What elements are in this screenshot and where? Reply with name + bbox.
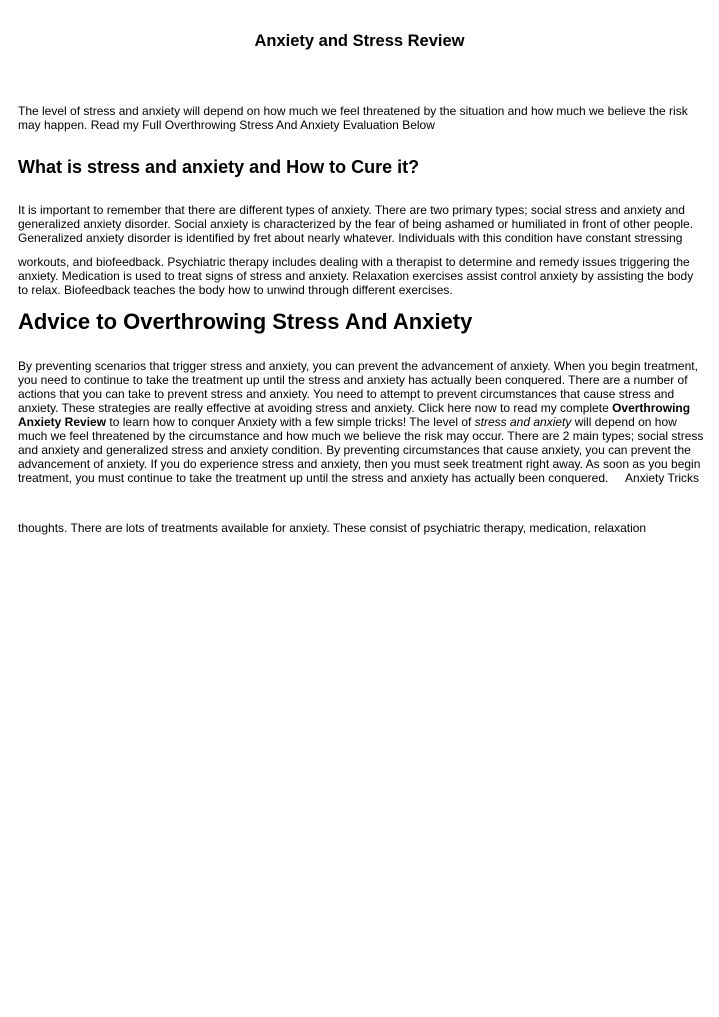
section1-paragraph-1: It is important to remember that there are different types of anxiety. There are two primary types; social stress and anxiety and generalized anxiety disorder. Social anxiety is characterized by the fear of being ashamed or humiliated in front of other people. Generalized anxiety disorder is identified by fret about nearly whatever. Individuals with this condition have constant stressing (18, 203, 694, 245)
intro-paragraph: The level of stress and anxiety will depend on how much we feel threatened by the situation and how much we believe the risk may happen. Read my Full Overthrowing Stress And Anxiety Evaluation Below (18, 104, 688, 132)
section2-text-a: By preventing scenarios that trigger stress and anxiety, you can prevent the advancement of anxiety. When you begin treatment, you need to continue to take the treatment up until the stress and anxiety has actually been conquered. There are a number of actions that you can take to prevent stress and anxiety. You need to attempt to prevent circumstances that cause stress and anxiety. These strategies are really effective at avoiding stress and anxiety. Click here now to read my complete (18, 359, 698, 415)
page-title: Anxiety and Stress Review (254, 32, 465, 50)
section-heading-what-is: What is stress and anxiety and How to Cure it? (18, 157, 420, 177)
section2-text-b: to learn how to conquer Anxiety with a few simple tricks! The level of (106, 415, 475, 429)
section2-italic-text: stress and anxiety (474, 415, 572, 429)
section2-text-c: will depend on how much we feel threatened by the circumstance and how much we believe the risk may occur. There are 2 main types; social stress and anxiety and generalized stress and anxiety condition. By preventing circumstances that cause anxiety, you can prevent the advancement of anxiety. If you do experience stress and anxiety, then you must seek treatment right away. As soon as you begin treatment, you must continue to take the treatment up until the stress and anxiety has actually been conquered. (18, 415, 704, 485)
section1-paragraph-2: workouts, and biofeedback. Psychiatric therapy includes dealing with a therapist to determine and remedy issues triggering the anxiety. Medication is used to treat signs of stress and anxiety. Relaxation exercises assist control anxiety by assisting the body to relax. Biofeedback teaches the body how to unwind through different exercises. (18, 255, 694, 297)
review-link[interactable]: Overthrowing Anxiety Review (18, 401, 691, 429)
section2-paragraph (18, 359, 704, 485)
section2-paragraph-3: thoughts. There are lots of treatments available for anxiety. These consist of psychiatric therapy, medication, relaxation (18, 521, 647, 535)
section-heading-advice: Advice to Overthrowing Stress And Anxiety (18, 309, 473, 334)
anxiety-tricks-link[interactable]: Anxiety Tricks (625, 471, 700, 485)
